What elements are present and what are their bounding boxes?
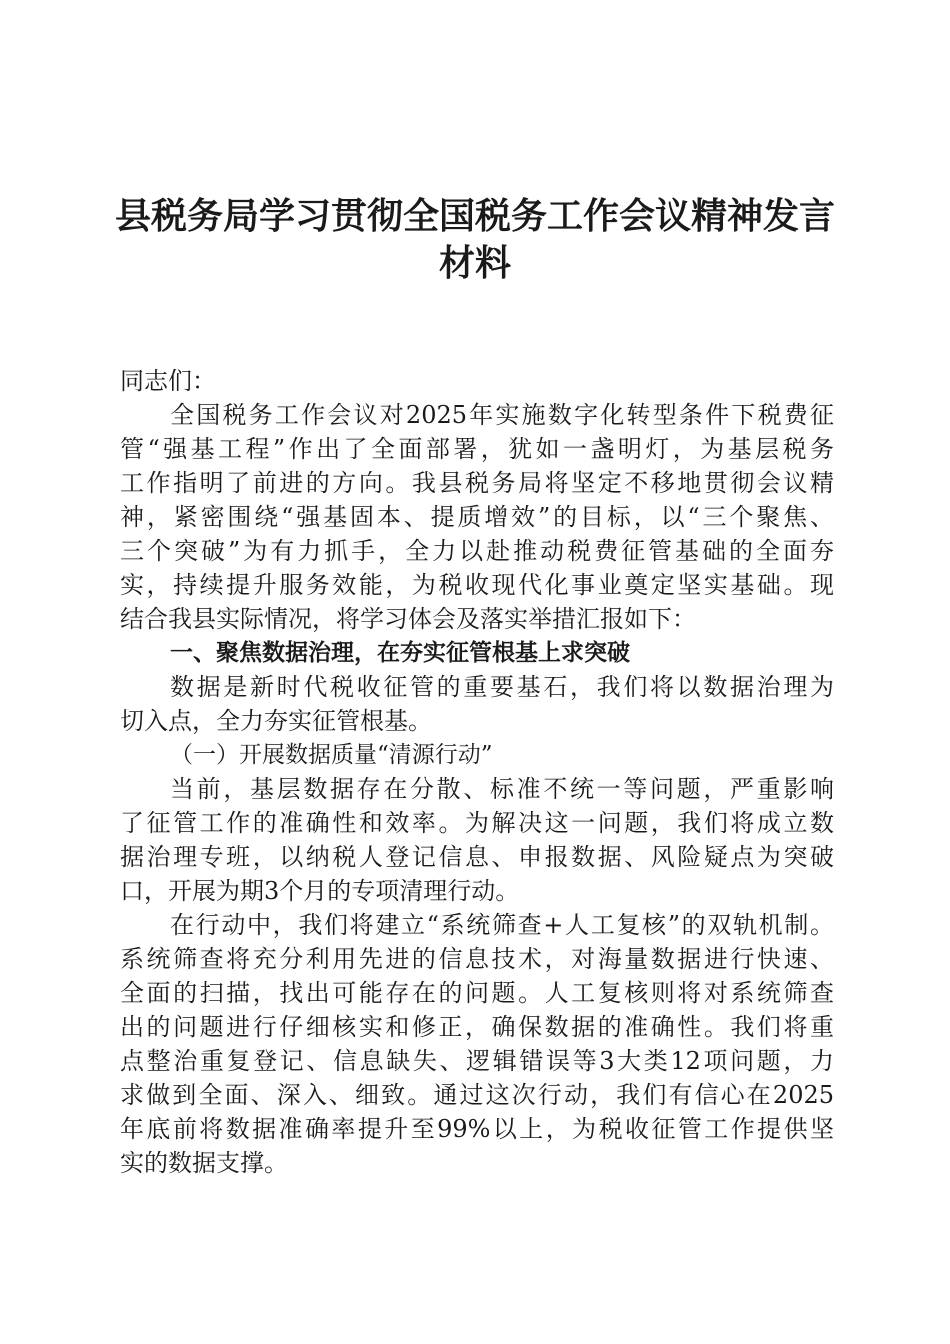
paragraph-line: 口，开展为期3个月的专项清理行动。 xyxy=(120,877,520,905)
current-issues-paragraph xyxy=(120,772,834,908)
paragraph-line: 实，持续提升服务效能，为税收现代化事业奠定坚实基础。现 xyxy=(120,571,834,599)
paragraph-line: 全国税务工作会议对2025年实施数字化转型条件下税费征 xyxy=(170,401,834,429)
paragraph-line: 系统筛查将充分利用先进的信息技术，对海量数据进行快速、 xyxy=(120,945,834,973)
paragraph-line: 切入点，全力夯实征管根基。 xyxy=(120,707,432,735)
paragraph-line: 管“强基工程”作出了全面部署，犹如一盏明灯，为基层税务 xyxy=(120,435,834,463)
paragraph-line: 年底前将数据准确率提升至99%以上，为税收征管工作提供坚 xyxy=(120,1115,834,1143)
paragraph-line: 数据是新时代税收征管的重要基石，我们将以数据治理为 xyxy=(170,673,834,701)
paragraph-line: 全面的扫描，找出可能存在的问题。人工复核则将对系统筛查 xyxy=(120,979,834,1007)
paragraph-line: 据治理专班，以纳税人登记信息、申报数据、风险疑点为突破 xyxy=(120,843,834,871)
paragraph-line: 点整治重复登记、信息缺失、逻辑错误等3大类12项问题，力 xyxy=(120,1047,834,1075)
paragraph-line: 求做到全面、深入、细致。通过这次行动，我们有信心在2025 xyxy=(120,1081,834,1109)
paragraph-line: 三个突破”为有力抓手，全力以赴推动税费征管基础的全面夯 xyxy=(120,537,834,565)
paragraph-line: 当前，基层数据存在分散、标准不统一等问题，严重影响 xyxy=(170,775,834,803)
salutation: 同志们： xyxy=(120,367,216,395)
document-body xyxy=(120,364,834,1180)
intro-paragraph xyxy=(120,398,834,636)
paragraph-line: 神，紧密围绕“强基固本、提质增效”的目标，以“三个聚焦、 xyxy=(120,503,834,531)
paragraph-line: 出的问题进行仔细核实和修正，确保数据的准确性。我们将重 xyxy=(120,1013,834,1041)
section-heading-1: 一、聚焦数据治理，在夯实征管根基上求突破 xyxy=(170,640,630,666)
document-title-line-1: 县税务局学习贯彻全国税务工作会议精神发言 xyxy=(114,196,835,237)
paragraph-line: 实的数据支撑。 xyxy=(120,1149,288,1177)
action-paragraph xyxy=(120,908,834,1180)
subsection-heading-1: （一）开展数据质量“清源行动” xyxy=(170,742,493,768)
paragraph-line: 在行动中，我们将建立“系统筛查+人工复核”的双轨机制。 xyxy=(170,911,834,939)
paragraph-line: 工作指明了前进的方向。我县税务局将坚定不移地贯彻会议精 xyxy=(120,469,834,497)
section1-intro-paragraph xyxy=(120,670,834,738)
paragraph-line: 了征管工作的准确性和效率。为解决这一问题，我们将成立数 xyxy=(120,809,834,837)
paragraph-line: 结合我县实际情况，将学习体会及落实举措汇报如下： xyxy=(120,605,696,633)
document-title-line-2: 材料 xyxy=(438,243,511,284)
